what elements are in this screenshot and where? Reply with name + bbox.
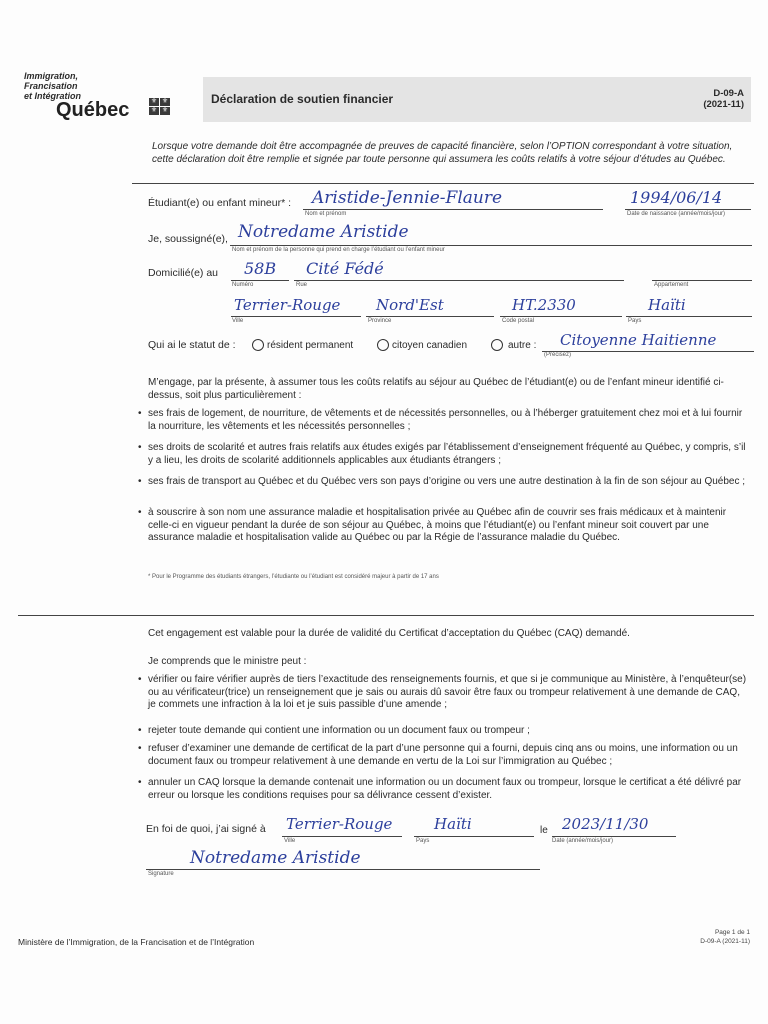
birthdate-line — [625, 209, 751, 210]
city-line — [231, 316, 361, 317]
status-other-caption: (Précisez) — [544, 352, 572, 358]
status-other-line — [542, 351, 754, 352]
status-permanent-label: résident permanent — [267, 340, 354, 351]
student-label: Étudiant(e) ou enfant mineur* : — [148, 197, 292, 209]
signing-country[interactable]: Haïti — [434, 815, 472, 833]
signing-label: En foi de quoi, j’ai signé à — [146, 823, 266, 835]
validity-intro: Je comprends que le ministre peut : — [148, 656, 307, 667]
postal-caption: Code postal — [502, 318, 535, 324]
undersigned-label: Je, soussigné(e), — [148, 233, 228, 245]
divider-middle — [18, 615, 754, 616]
address-label: Domicilié(e) au — [148, 267, 219, 279]
footer-page-info — [650, 928, 750, 946]
status-permanent-radio[interactable] — [252, 339, 264, 351]
province-line — [366, 316, 494, 317]
signing-city-line — [282, 836, 402, 837]
ministry-line-1: Immigration, — [24, 71, 79, 81]
signing-city-caption: Ville — [284, 838, 296, 844]
form-code-number: D-09-A — [713, 88, 744, 99]
form-title: Déclaration de soutien financier — [211, 92, 394, 106]
validity-item: • annuler un CAQ lorsque la demande contenait une information ou un document faux ou trompeur, lorsque le certificat a été délivré par erreur ou lorsque les conditions requises pour sa délivrance cessent d’exister. — [148, 777, 748, 802]
birthdate-caption: Date de naissance (année/mois/jour) — [627, 211, 726, 217]
status-other-value[interactable]: Citoyenne Haitienne — [560, 331, 717, 349]
status-other-radio[interactable] — [491, 339, 503, 351]
status-citizen-radio[interactable] — [377, 339, 389, 351]
address-street[interactable]: Cité Fédé — [306, 259, 384, 278]
country-caption: Pays — [628, 318, 642, 324]
commitment-item: • ses droits de scolarité et autres frais relatifs aux études exigés par l’établissement d’enseignement fréquenté au Québec, y compris, s’il y a lieu, les droits de scolarité additionnels applicables aux étudiants étrangers ; — [148, 442, 748, 467]
signing-country-caption: Pays — [416, 838, 430, 844]
commitment-item: • ses frais de transport au Québec et du Québec vers son pays d’origine ou vers une autre destination à la fin de son séjour au Québec ; — [148, 476, 748, 489]
number-line — [231, 280, 289, 281]
commitment-intro: M’engage, par la présente, à assumer tous les coûts relatifs au séjour au Québec de l’étudiant(e) ou de l’enfant mineur identifié ci-dessus, soit plus particulièrement : — [148, 377, 724, 401]
undersigned-caption: Nom et prénom de la personne qui prend en charge l’étudiant ou l’enfant mineur — [232, 247, 445, 253]
street-caption: Rue — [296, 282, 308, 288]
validity-text: Cet engagement est valable pour la durée de validité du Certificat d’acceptation du Québec (CAQ) demandé. — [148, 628, 630, 639]
signing-date[interactable]: 2023/11/30 — [562, 815, 649, 833]
signature[interactable]: Notredame Aristide — [190, 848, 361, 868]
status-citizen-label: citoyen canadien — [392, 340, 468, 351]
footnote: * Pour le Programme des étudiants étrangers, l’étudiante ou l’étudiant est considéré majeur à partir de 17 ans — [148, 574, 439, 580]
number-caption: Numéro — [232, 282, 254, 288]
signature-line — [146, 869, 540, 870]
footer-form-code: D-09-A (2021-11) — [700, 938, 750, 945]
quebec-wordmark: Québec — [56, 99, 130, 121]
address-postal[interactable]: HT.2330 — [512, 296, 576, 314]
address-country[interactable]: Haïti — [648, 296, 686, 314]
signature-caption: Signature — [148, 871, 174, 877]
signing-date-caption: Date (année/mois/jour) — [552, 838, 614, 844]
undersigned-name[interactable]: Notredame Aristide — [238, 222, 409, 242]
address-city[interactable]: Terrier-Rouge — [234, 296, 341, 314]
status-other-label: autre : — [508, 340, 537, 351]
address-number[interactable]: 58B — [244, 259, 277, 278]
commitment-item: • à souscrire à son nom une assurance maladie et hospitalisation privée au Québec afin de couvrir ses frais médicaux et à maintenir celle-ci en vigueur pendant la durée de son séjour au Québec, à moins que l’étudiant(e) ou l’enfant mineur soit couvert par une assurance maladie et hospitalisation valide au Québec ou par la Régie de l’assurance maladie du Québec. — [148, 507, 748, 545]
footer-page-number: Page 1 de 1 — [714, 929, 750, 936]
student-name-caption: Nom et prénom — [305, 211, 347, 217]
status-label: Qui ai le statut de : — [148, 339, 236, 351]
footer-ministry: Ministère de l’Immigration, de la Francisation et de l’Intégration — [18, 937, 255, 947]
form-code-date: (2021-11) — [703, 99, 744, 110]
province-caption: Province — [368, 318, 392, 324]
address-province[interactable]: Nord'Est — [376, 296, 444, 314]
signing-date-line — [552, 836, 676, 837]
signing-country-line — [414, 836, 534, 837]
city-caption: Ville — [232, 318, 244, 324]
apt-caption: Appartement — [654, 282, 689, 288]
apt-line — [652, 280, 752, 281]
student-name-line — [303, 209, 603, 210]
validity-item: • vérifier ou faire vérifier auprès de tiers l’exactitude des renseignements fournis, et que si je communique au Ministère, à l’enquêteur(se) ou au vérificateur(trice) un renseignement que je sais ou aurais dû savoir être faux ou trompeur relativement à une demande de CAQ, je commets une infraction à la loi et je suis passible d’une amende ; — [148, 674, 748, 712]
quebec-logo — [56, 99, 129, 122]
validity-item: • refuser d’examiner une demande de certificat de la part d’une personne qui a fourni, depuis cinq ans ou moins, une information ou un document faux ou trompeur relativement à une demande en vertu de la Loi sur l’immigration au Québec ; — [148, 743, 748, 768]
ministry-line-2: Francisation — [24, 81, 78, 91]
ministry-line-3: et Intégration — [24, 91, 82, 101]
signing-city[interactable]: Terrier-Rouge — [286, 815, 393, 833]
intro-text: Lorsque votre demande doit être accompagnée de preuves de capacité financière, selon l’OPTION correspondant à votre situation, cette déclaration doit être remplie et signée par toute personne qui assumera les coûts relatifs à votre séjour d’études au Québec. — [152, 141, 733, 165]
divider-top — [132, 183, 754, 184]
form-code — [680, 88, 744, 110]
street-line — [294, 280, 624, 281]
ministry-name — [24, 71, 81, 101]
student-name[interactable]: Aristide-Jennie-Flaure — [312, 188, 503, 208]
undersigned-line — [230, 245, 752, 246]
postal-line — [500, 316, 622, 317]
commitment-item: • ses frais de logement, de nourriture, de vêtements et de nécessités personnelles, ou à l’héberger gratuitement chez moi et à lui fournir la nourriture, les vêtements et les nécessités personnelles ; — [148, 408, 748, 433]
country-line — [626, 316, 752, 317]
validity-item: • rejeter toute demande qui contient une information ou un document faux ou trompeur ; — [148, 725, 748, 738]
signing-le-label: le — [540, 825, 548, 836]
quebec-flag-icon: ⚜ ⚜ ⚜ ⚜ — [150, 98, 169, 114]
student-birthdate[interactable]: 1994/06/14 — [630, 188, 723, 207]
